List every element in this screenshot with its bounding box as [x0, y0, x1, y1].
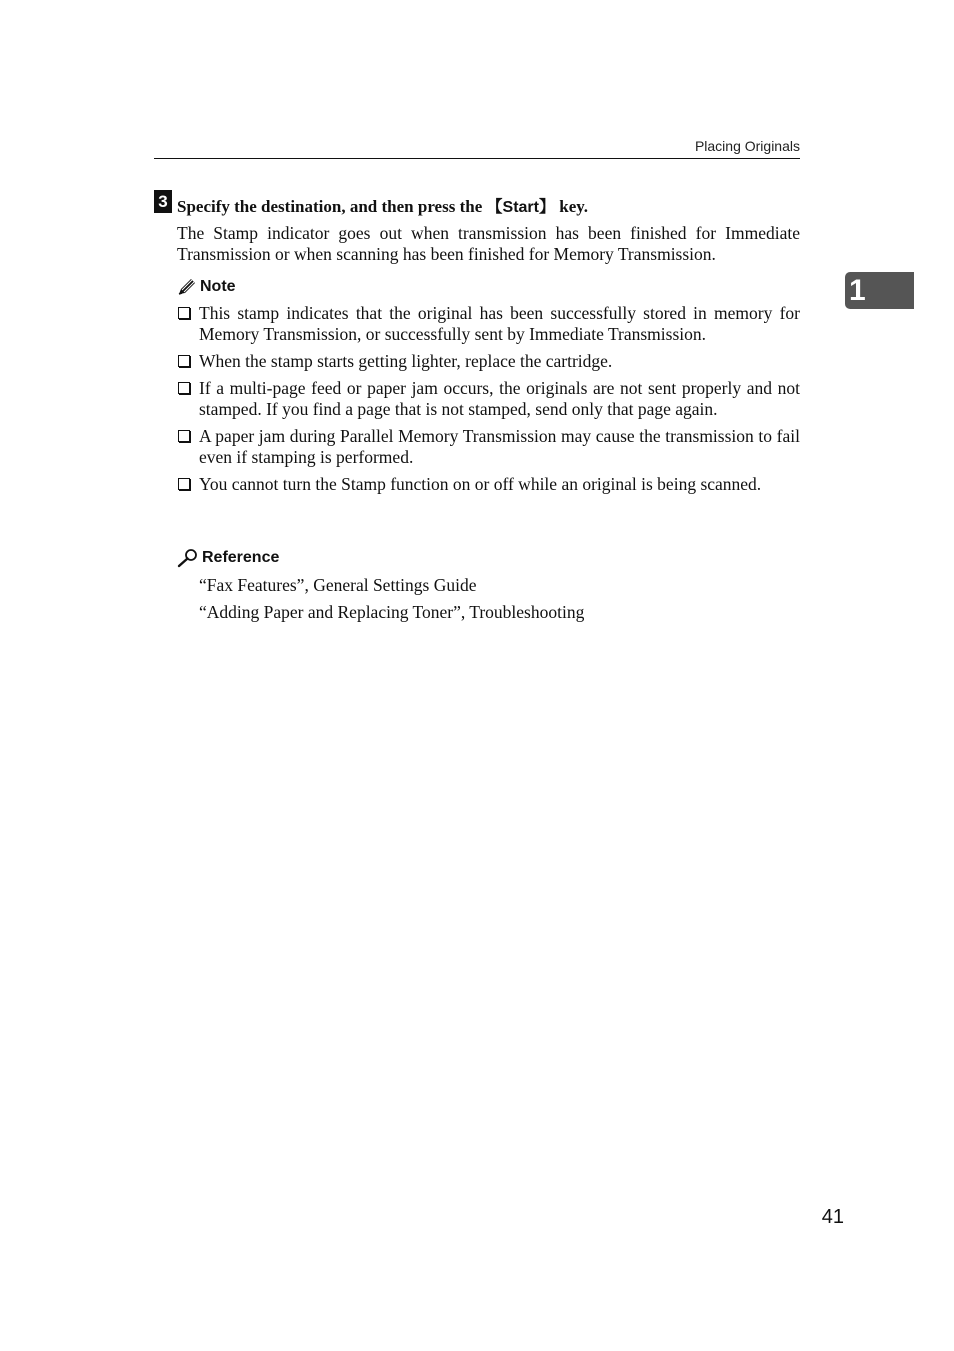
- reference-item-troubleshooting: “Adding Paper and Replacing Toner”, Troubleshooting: [199, 602, 585, 622]
- note-list: [177, 303, 800, 501]
- chapter-tab: 1: [845, 272, 914, 309]
- step-title-suffix: key.: [554, 197, 589, 216]
- checkbox-icon: [178, 355, 190, 367]
- note-item-text: This stamp indicates that the original has been successfully stored in memory for Memory Transmission, or successfully sent by Immediate Transmission.: [199, 303, 800, 344]
- start-key-label: Start: [502, 199, 539, 216]
- checkbox-icon: [178, 430, 190, 442]
- checkbox-icon: [178, 307, 190, 319]
- step-body: The Stamp indicator goes out when transmission has been finished for Immediate Transmission or when scanning has been finished for Memory Transmission.: [177, 223, 800, 264]
- checkbox-icon: [178, 382, 190, 394]
- reference-heading: [177, 548, 279, 568]
- key-open-bracket: 【: [486, 199, 503, 216]
- note-item: [177, 351, 800, 372]
- reference-label: Reference: [202, 549, 280, 566]
- note-item-text: You cannot turn the Stamp function on or off while an original is being scanned.: [199, 474, 762, 494]
- step-title-text: Specify the destination, and then press the: [177, 197, 487, 216]
- note-item: [177, 474, 800, 495]
- page-number: 41: [821, 1206, 844, 1228]
- note-item: [177, 303, 800, 345]
- pencil-icon: [177, 278, 197, 296]
- reference-list: [199, 575, 584, 629]
- step-title: [177, 194, 588, 217]
- note-label: Note: [200, 278, 236, 295]
- reference-item-fax-features: “Fax Features”, General Settings Guide: [199, 575, 477, 595]
- running-header: Placing Originals: [694, 138, 800, 154]
- note-item: [177, 378, 800, 420]
- header-rule: [154, 158, 800, 159]
- note-item: [177, 426, 800, 468]
- note-heading: [177, 278, 236, 296]
- magnifier-icon: [177, 548, 199, 568]
- note-item-text: When the stamp starts getting lighter, replace the cartridge.: [199, 351, 613, 371]
- note-item-text: A paper jam during Parallel Memory Transmission may cause the transmission to fail even if stamping is performed.: [199, 426, 800, 467]
- key-close-bracket: 】: [538, 199, 555, 216]
- checkbox-icon: [178, 478, 190, 490]
- step-number-badge: 3: [154, 190, 172, 213]
- note-item-text: If a multi-page feed or paper jam occurs, the originals are not sent properly and not stamped. If you find a page that is not stamped, send only that page again.: [199, 378, 800, 419]
